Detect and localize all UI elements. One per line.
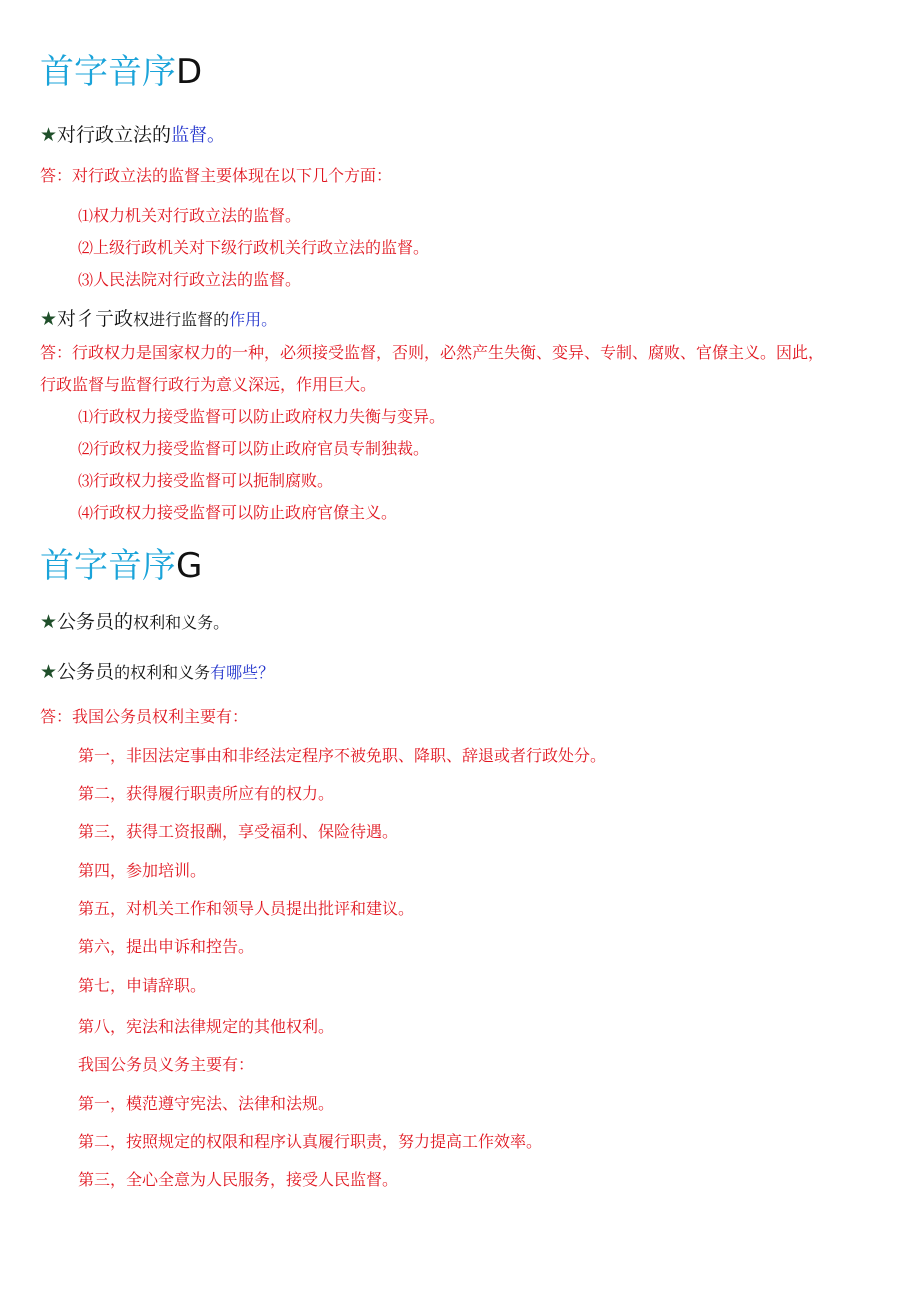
question-text-large: 对彳亍政	[57, 308, 134, 330]
answer-line: 答：行政权力是国家权力的一种，必须接受监督，否则，必然产生失衡、变异、专制、腐败、官僚主义。因此，	[40, 343, 825, 362]
section-heading-prefix: 首字音序	[40, 52, 176, 92]
answer-item	[78, 204, 301, 228]
answer-item	[78, 268, 301, 292]
duties-item: 第一，模范遵守宪法、法律和法规。	[78, 1094, 335, 1113]
star-icon: ★	[40, 661, 58, 683]
duties-item: 第三，全心全意为人民服务，接受人民监督。	[78, 1170, 399, 1189]
star-icon: ★	[40, 611, 58, 633]
item-text: 上级行政机关对下级行政机关行政立法的监督。	[93, 238, 430, 257]
item-number: ⑷	[78, 504, 94, 522]
rights-item: 第二，获得履行职责所应有的权力。	[78, 784, 335, 803]
rights-item: 第一，非因法定事由和非经法定程序不被免职、降职、辞退或者行政处分。	[78, 746, 607, 765]
item-number: ⑴	[78, 408, 94, 426]
item-number: ⑴	[78, 207, 94, 225]
question-text-large: 公务员	[57, 661, 115, 683]
question-civil-servant-rights	[40, 609, 229, 636]
answer-item	[78, 405, 445, 429]
question-highlight: 作用。	[229, 310, 278, 329]
item-text: 行政权力接受监督可以防止政府官员专制独裁。	[93, 439, 430, 458]
answer-line: 行政监督与监督行政行为意义深远，作用巨大。	[40, 375, 377, 394]
question-text-large: 公务员的	[57, 611, 134, 633]
rights-item: 第五，对机关工作和领导人员提出批评和建议。	[78, 899, 415, 918]
question-legislative-supervision	[40, 122, 225, 149]
rights-item: 第六，提出申诉和控告。	[78, 937, 255, 956]
question-supervision-role	[40, 306, 277, 333]
rights-item: 第四，参加培训。	[78, 861, 207, 880]
question-text-small: 权进行监督的	[133, 310, 230, 329]
question-text-small: 权利和义务。	[133, 613, 230, 632]
item-text: 行政权力接受监督可以扼制腐败。	[93, 471, 334, 490]
section-heading-letter: D	[176, 52, 203, 92]
duties-item: 第二，按照规定的权限和程序认真履行职责，努力提高工作效率。	[78, 1132, 543, 1151]
section-heading-letter: G	[176, 546, 203, 586]
section-heading-prefix: 首字音序	[40, 546, 176, 586]
answer-lead: 答：我国公务员权利主要有：	[40, 707, 249, 726]
item-text: 人民法院对行政立法的监督。	[93, 270, 302, 289]
question-text: 对行政立法的	[57, 124, 172, 146]
item-number: ⑵	[78, 239, 94, 257]
item-number: ⑵	[78, 440, 94, 458]
item-text: 行政权力接受监督可以防止政府权力失衡与变异。	[93, 407, 446, 426]
star-icon: ★	[40, 124, 58, 146]
item-number: ⑶	[78, 271, 94, 289]
answer-item	[78, 469, 333, 493]
rights-item: 第三，获得工资报酬，享受福利、保险待遇。	[78, 822, 399, 841]
star-icon: ★	[40, 308, 58, 330]
rights-item: 第七，申请辞职。	[78, 976, 207, 995]
answer-item	[78, 501, 397, 525]
question-text-small: 的权利和义务	[114, 663, 211, 682]
question-highlight: 监督。	[171, 125, 226, 146]
item-text: 行政权力接受监督可以防止政府官僚主义。	[93, 503, 398, 522]
question-civil-servant-rights-list	[40, 659, 274, 686]
item-number: ⑶	[78, 472, 94, 490]
answer-lead: 答：对行政立法的监督主要体现在以下几个方面：	[40, 166, 393, 185]
answer-item	[78, 236, 429, 260]
section-heading-g	[40, 546, 202, 586]
rights-item: 第八，宪法和法律规定的其他权利。	[78, 1017, 335, 1036]
duties-lead: 我国公务员义务主要有：	[78, 1055, 255, 1074]
question-highlight: 有哪些？	[210, 663, 275, 682]
item-text: 权力机关对行政立法的监督。	[93, 206, 302, 225]
answer-item	[78, 437, 429, 461]
section-heading-d	[40, 52, 202, 92]
